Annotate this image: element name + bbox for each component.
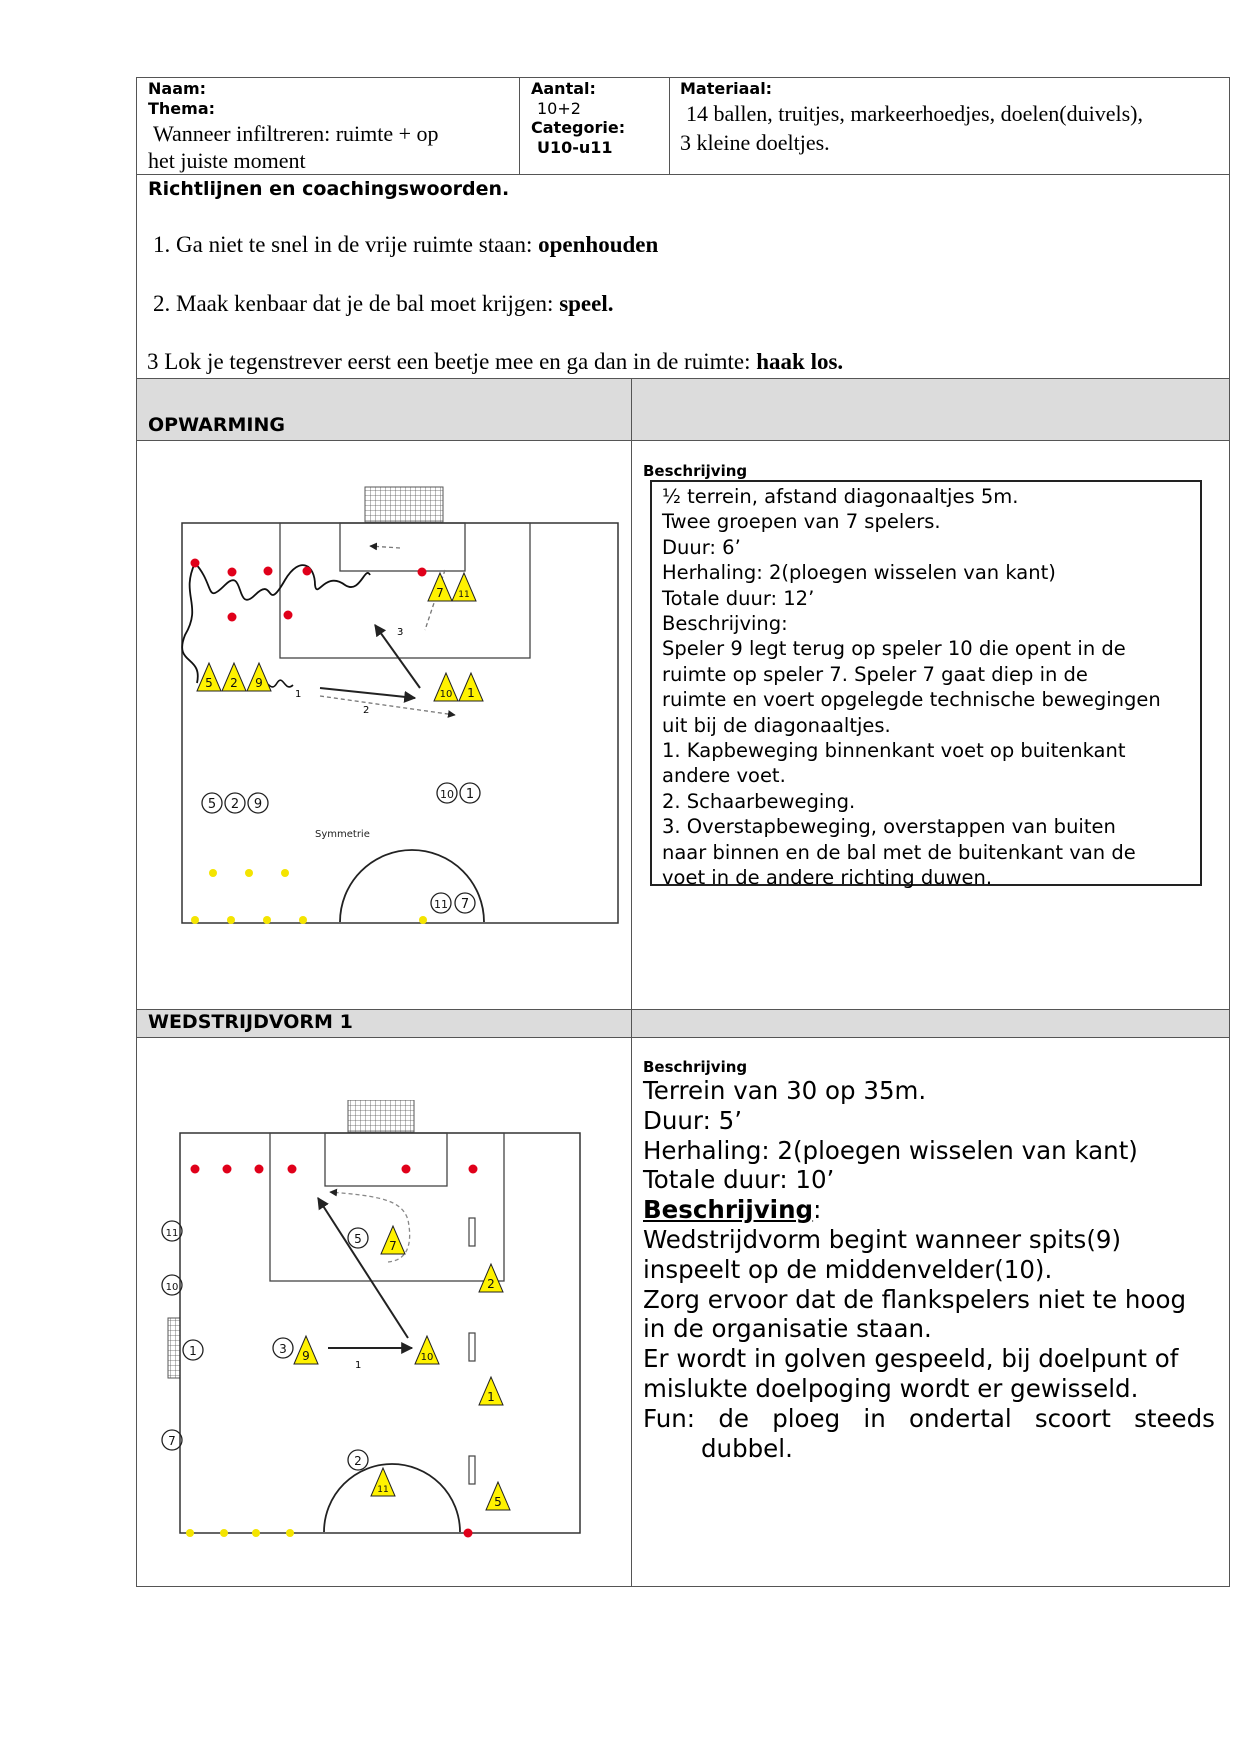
svg-text:5: 5 bbox=[494, 1495, 502, 1509]
fun-word: Fun: bbox=[643, 1403, 696, 1433]
triangle-marker bbox=[486, 1482, 510, 1510]
thema-value bbox=[148, 120, 439, 174]
match1-body-line: mislukte doelpoging wordt er gewisseld. bbox=[643, 1373, 1139, 1403]
match1-line: Duur: 5’ bbox=[643, 1105, 742, 1135]
triangle-marker bbox=[428, 573, 452, 601]
player-circle bbox=[225, 793, 245, 813]
warmup-line: Duur: 6’ bbox=[662, 535, 741, 559]
pass-arrow-1 bbox=[320, 688, 415, 698]
beschrijving-underlined: Beschrijving bbox=[643, 1195, 814, 1225]
materiaal-line-2: 3 kleine doeltjes. bbox=[680, 130, 830, 155]
warmup-line: ½ terrein, afstand diagonaaltjes 5m. bbox=[662, 485, 1019, 508]
match1-fun-line bbox=[643, 1404, 1215, 1434]
guideline-2-text: 2. Maak kenbaar dat je de bal moet krijgen: bbox=[153, 291, 560, 316]
warmup-line: Herhaling: 2(ploegen wisselen van kant) bbox=[662, 561, 1056, 585]
guideline-1 bbox=[153, 232, 658, 258]
red-cones bbox=[191, 1165, 478, 1538]
player-circle bbox=[460, 783, 480, 803]
guidelines-title: Richtlijnen en coachingswoorden. bbox=[148, 178, 510, 200]
yellow-cones bbox=[191, 869, 427, 924]
field-outline bbox=[182, 523, 618, 923]
triangle-marker bbox=[371, 1468, 395, 1496]
warmup-diagram bbox=[175, 485, 625, 935]
player-circle bbox=[273, 1338, 293, 1358]
warmup-line: ruimte op speler 7. Speler 7 gaat diep in de bbox=[662, 662, 1088, 686]
triangle-marker bbox=[459, 673, 483, 701]
fun-word: ondertal bbox=[909, 1403, 1012, 1433]
player-circle bbox=[183, 1340, 203, 1360]
svg-text:7: 7 bbox=[436, 586, 444, 600]
aantal-label: Aantal: bbox=[531, 79, 596, 98]
svg-text:11: 11 bbox=[165, 1228, 179, 1239]
penalty-area bbox=[280, 523, 530, 658]
aantal-value: 10+2 bbox=[537, 99, 581, 118]
triangle-marker bbox=[247, 663, 271, 691]
warmup-line: 1. Kapbeweging binnenkant voet op buitenkant bbox=[662, 739, 1126, 763]
triangle-marker bbox=[381, 1226, 405, 1254]
fun-word: de bbox=[718, 1403, 749, 1433]
center-circle bbox=[324, 1464, 460, 1532]
arrow-label-1: 1 bbox=[295, 689, 302, 700]
player-circle bbox=[455, 893, 475, 913]
svg-text:3: 3 bbox=[279, 1342, 287, 1356]
player-circle bbox=[202, 793, 222, 813]
warmup-line: andere voet. bbox=[662, 764, 786, 788]
arrow-label: 1 bbox=[355, 1360, 362, 1371]
svg-text:2: 2 bbox=[230, 797, 240, 812]
goal-area bbox=[340, 523, 465, 571]
svg-text:1: 1 bbox=[467, 686, 475, 700]
triangle-marker bbox=[452, 573, 476, 601]
fun-word: scoort bbox=[1034, 1403, 1111, 1433]
player-circle bbox=[162, 1430, 182, 1450]
match1-title: WEDSTRIJDVORM 1 bbox=[148, 1011, 353, 1033]
player-circle bbox=[348, 1450, 368, 1470]
triangle-marker bbox=[294, 1336, 318, 1364]
warmup-title: OPWARMING bbox=[148, 414, 285, 436]
goal-net bbox=[365, 487, 443, 522]
side-goal-net bbox=[168, 1318, 180, 1378]
svg-text:5: 5 bbox=[354, 1232, 362, 1246]
warmup-description-box bbox=[650, 480, 1202, 890]
guideline-3-text: 3 Lok je tegenstrever eerst een beetje mee en ga dan in de ruimte: bbox=[147, 349, 757, 374]
materiaal-value bbox=[680, 99, 1143, 157]
warmup-line: Speler 9 legt terug op speler 10 die opent in de bbox=[662, 637, 1126, 661]
categorie-value: U10-u11 bbox=[537, 138, 613, 157]
match1-body-line: Zorg ervoor dat de flankspelers niet te hoog bbox=[643, 1284, 1186, 1314]
match1-description bbox=[643, 1076, 1223, 1463]
match1-body-line: in de organisatie staan. bbox=[643, 1314, 932, 1344]
categorie-label: Categorie: bbox=[531, 118, 626, 137]
svg-text:1: 1 bbox=[189, 1344, 197, 1358]
triangle-marker bbox=[479, 1377, 503, 1405]
thema-line-2: het juiste moment bbox=[148, 148, 306, 173]
warmup-line: Totale duur: 12’ bbox=[662, 586, 815, 610]
guideline-2-keyword: speel. bbox=[559, 291, 614, 316]
svg-text:1: 1 bbox=[465, 787, 475, 802]
materiaal-line-1: 14 ballen, truitjes, markeerhoedjes, doelen(duivels), bbox=[686, 101, 1143, 126]
match1-beschrijving-heading bbox=[643, 1195, 1223, 1225]
guideline-1-text: 1. Ga niet te snel in de vrije ruimte staan: bbox=[153, 232, 539, 257]
arrow-label-3: 3 bbox=[397, 627, 404, 638]
match1-diagram bbox=[150, 1100, 590, 1540]
svg-text:7: 7 bbox=[460, 897, 470, 912]
svg-text:10: 10 bbox=[439, 689, 453, 700]
warmup-line: 2. Schaarbeweging. bbox=[662, 789, 856, 813]
warmup-line: naar binnen en de bal met de buitenkant van de bbox=[662, 840, 1136, 864]
match1-fun-last: dubbel. bbox=[701, 1433, 793, 1463]
svg-text:11: 11 bbox=[434, 898, 448, 911]
warmup-line: Twee groepen van 7 spelers. bbox=[662, 510, 941, 534]
triangle-marker bbox=[479, 1264, 503, 1292]
guideline-3 bbox=[147, 349, 843, 375]
player-circle bbox=[248, 793, 268, 813]
warmup-line: ruimte en voert opgelegde technische bewegingen bbox=[662, 688, 1161, 712]
warmup-header-right bbox=[631, 378, 1230, 441]
match1-body-line: Er wordt in golven gespeeld, bij doelpunt of bbox=[643, 1344, 1179, 1374]
thema-label: Thema: bbox=[148, 99, 216, 118]
beschrijving-colon: : bbox=[813, 1195, 822, 1225]
player-circle bbox=[431, 893, 451, 913]
match1-desc-label: Beschrijving bbox=[643, 1058, 748, 1076]
player-circle bbox=[348, 1228, 368, 1248]
small-goals bbox=[469, 1218, 475, 1484]
penalty-area bbox=[270, 1133, 504, 1281]
pass-arrow-2 bbox=[318, 1198, 408, 1338]
fun-word: ploeg bbox=[772, 1403, 841, 1433]
warmup-line: Beschrijving: bbox=[662, 612, 788, 636]
goal-net bbox=[348, 1100, 414, 1132]
warmup-line: 3. Overstapbeweging, overstappen van buiten bbox=[662, 815, 1116, 839]
svg-text:9: 9 bbox=[253, 797, 263, 812]
svg-text:2: 2 bbox=[230, 676, 238, 690]
player-circle bbox=[437, 783, 457, 803]
naam-label: Naam: bbox=[148, 79, 207, 98]
match1-line: Totale duur: 10’ bbox=[643, 1165, 835, 1195]
materiaal-label: Materiaal: bbox=[680, 79, 773, 98]
warmup-desc-label: Beschrijving bbox=[643, 462, 748, 480]
match1-body-line: Wedstrijdvorm begint wanneer spits(9) bbox=[643, 1224, 1122, 1254]
svg-text:5: 5 bbox=[205, 676, 213, 690]
thema-line-1: Wanneer infiltreren: ruimte + op bbox=[153, 121, 439, 146]
run-line-top bbox=[370, 546, 400, 548]
svg-text:1: 1 bbox=[487, 1390, 495, 1404]
player-circle bbox=[162, 1221, 182, 1241]
svg-text:2: 2 bbox=[487, 1277, 495, 1291]
svg-text:10: 10 bbox=[440, 788, 454, 801]
match1-header-right bbox=[631, 1009, 1230, 1038]
svg-text:7: 7 bbox=[168, 1434, 176, 1448]
svg-text:10: 10 bbox=[420, 1352, 434, 1363]
warmup-line: voet in de andere richting duwen. bbox=[662, 866, 993, 890]
red-cones bbox=[191, 559, 427, 622]
guideline-1-keyword: openhouden bbox=[538, 232, 659, 257]
svg-text:2: 2 bbox=[354, 1454, 362, 1468]
triangle-marker bbox=[222, 663, 246, 691]
triangle-marker bbox=[415, 1336, 439, 1364]
match1-body-line: inspeelt op de middenvelder(10). bbox=[643, 1254, 1053, 1284]
fun-word: in bbox=[863, 1403, 886, 1433]
svg-text:5: 5 bbox=[207, 797, 217, 812]
triangle-marker bbox=[197, 663, 221, 691]
triangle-marker bbox=[434, 673, 458, 701]
guideline-2 bbox=[153, 291, 614, 317]
arrow-label-2: 2 bbox=[363, 705, 370, 716]
svg-text:7: 7 bbox=[389, 1239, 397, 1253]
svg-text:11: 11 bbox=[458, 590, 470, 600]
svg-text:11: 11 bbox=[377, 1485, 389, 1495]
symmetrie-label: Symmetrie bbox=[315, 829, 370, 840]
svg-text:10: 10 bbox=[165, 1282, 179, 1293]
match1-line: Terrein van 30 op 35m. bbox=[643, 1076, 927, 1105]
player-circle bbox=[162, 1275, 182, 1295]
fun-word: steeds bbox=[1134, 1403, 1215, 1433]
goal-area bbox=[325, 1133, 447, 1186]
svg-text:9: 9 bbox=[302, 1349, 310, 1363]
guideline-3-keyword: haak los. bbox=[756, 349, 844, 374]
field-outline bbox=[180, 1133, 580, 1533]
warmup-line: uit bij de diagonaaltjes. bbox=[662, 713, 891, 737]
match1-line: Herhaling: 2(ploegen wisselen van kant) bbox=[643, 1135, 1138, 1165]
svg-text:9: 9 bbox=[255, 676, 263, 690]
